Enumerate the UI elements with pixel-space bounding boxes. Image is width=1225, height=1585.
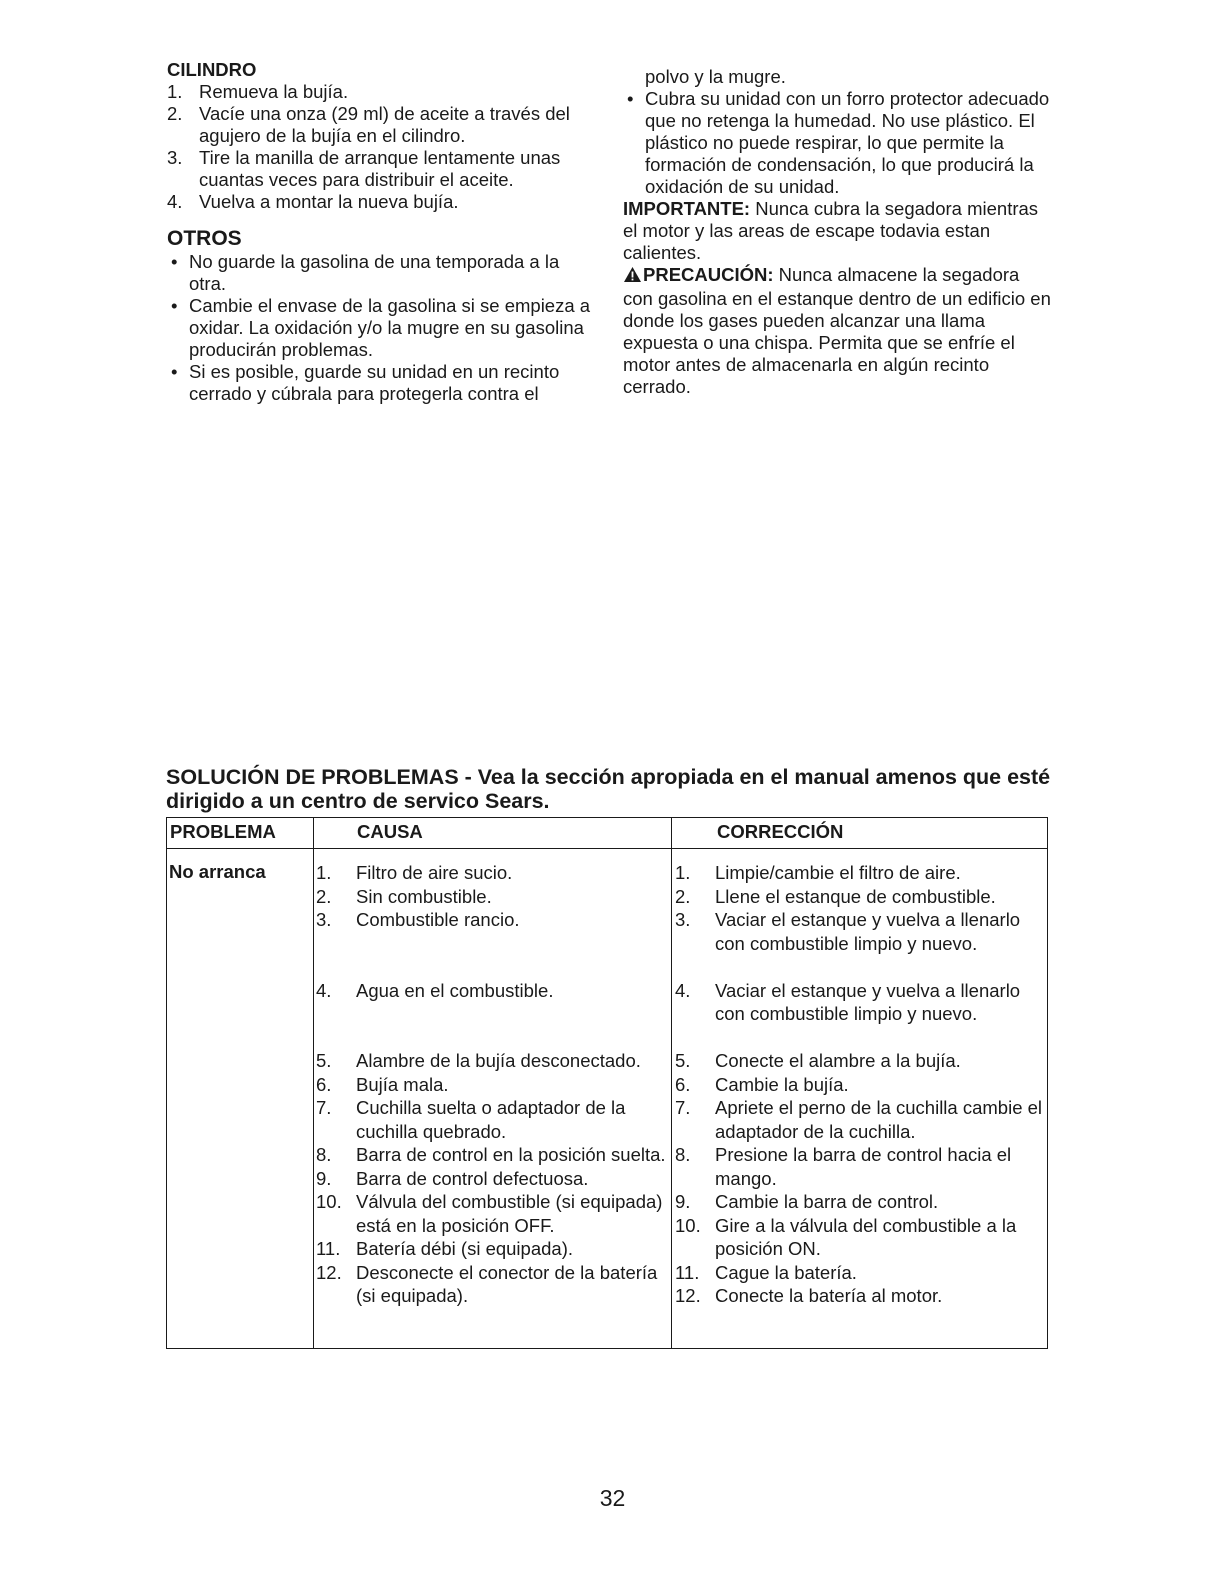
table-row (675, 1261, 1043, 1285)
list-item (167, 103, 597, 147)
item-text: Alambre de la bujía desconectado. (356, 1050, 641, 1071)
item-number: 2. (675, 885, 691, 907)
item-text: Batería débi (si equipada). (356, 1238, 573, 1259)
page-number: 32 (599, 1485, 626, 1511)
cilindro-steps (167, 81, 597, 213)
table-row (316, 1167, 668, 1191)
precaucion-note (623, 264, 1053, 398)
step-text: Vacíe una onza (29 ml) de aceite a través del agujero de la bujía en el cilindro. (199, 103, 570, 146)
header-correction: CORRECCIÓN (717, 821, 844, 842)
item-text: Barra de control en la posición suelta. (356, 1144, 666, 1165)
item-text: Cambie la barra de control. (715, 1191, 939, 1212)
item-text: Filtro de aire sucio. (356, 862, 513, 883)
storage-list (623, 88, 1053, 198)
list-item (167, 147, 597, 191)
item-number: 1. (316, 862, 332, 883)
table-row (316, 1096, 668, 1143)
table-row (675, 1049, 1043, 1073)
list-item: • Cambie el envase de la gasolina si se empieza a oxidar. La oxidación y/o la mugre en su gasolina producirán problemas. (167, 295, 597, 361)
list-item: • Cubra su unidad con un forro protector adecuado que no retenga la humedad. No use plástico. El plástico no puede respirar, lo que permite la formación de condensación, lo que producirá la oxidación de su unidad. (623, 88, 1053, 198)
right-column (623, 66, 1053, 398)
item-text: Combustible rancio. (356, 909, 520, 930)
problem-cell: No arranca (169, 861, 266, 882)
list-item: • Si es posible, guarde su unidad en un recinto cerrado y cúbrala para protegerla contra el (167, 361, 597, 405)
item-number: 5. (675, 1050, 691, 1071)
step-text: Tire la manilla de arranque lentamente unas cuantas veces para distribuir el aceite. (199, 147, 561, 190)
item-text: Presione la barra de control hacia el mango. (715, 1144, 1012, 1189)
item-number: 5. (316, 1050, 332, 1071)
step-number: 2. (167, 103, 183, 124)
item-text: Válvula del combustible (si equipada) está en la posición OFF. (356, 1191, 663, 1236)
importante-text: Nunca cubra la segadora mientras el motor y las areas de escape todavia estan calientes. (623, 198, 1039, 263)
table-row (316, 1143, 668, 1167)
item-number: 1. (675, 862, 691, 883)
table-row (675, 1143, 1043, 1190)
importante-note (623, 198, 1053, 264)
item-text: Vaciar el estanque y vuelva a llenarlo con combustible limpio y nuevo. (715, 909, 1021, 954)
table-row (675, 1284, 1043, 1308)
corrections-list (675, 861, 1043, 1308)
item-number: 3. (675, 909, 691, 930)
item-number: 6. (675, 1073, 691, 1095)
table-row (316, 908, 668, 979)
header-problem: PROBLEMA (170, 821, 276, 842)
item-text: Sin combustible. (356, 885, 492, 907)
table-row (316, 1190, 668, 1237)
step-number: 4. (167, 191, 183, 212)
table-row (675, 1073, 1043, 1097)
step-text: Remueva la bujía. (199, 81, 349, 102)
item-number: 9. (675, 1191, 691, 1212)
item-number: 8. (675, 1144, 691, 1165)
table-row (675, 1190, 1043, 1214)
table-row (316, 885, 668, 909)
table-row (316, 861, 668, 885)
item-text: Apriete el perno de la cuchilla cambie el adaptador de la cuchilla. (715, 1097, 1043, 1142)
otros-heading: OTROS (167, 227, 242, 250)
left-column (167, 59, 597, 405)
step-number: 3. (167, 147, 183, 168)
item-number: 11. (675, 1261, 700, 1283)
item-text: Cuchilla suelta o adaptador de la cuchilla quebrado. (356, 1097, 626, 1142)
item-text: Llene el estanque de combustible. (715, 885, 996, 907)
table-row (316, 1237, 668, 1261)
item-number: 4. (675, 979, 691, 1001)
item-number: 12. (316, 1261, 342, 1283)
table-row (316, 979, 668, 1050)
table-row (316, 1049, 668, 1073)
item-text: Bujía mala. (356, 1073, 449, 1095)
item-number: 3. (316, 909, 332, 930)
item-text: Desconecte el conector de la batería (si equipada). (356, 1261, 658, 1306)
item-text: Agua en el combustible. (356, 979, 554, 1001)
cilindro-heading: CILINDRO (167, 59, 257, 80)
warning-icon (623, 266, 642, 288)
table-row (316, 1073, 668, 1097)
item-text: Conecte la batería al motor. (715, 1285, 943, 1306)
item-number: 7. (675, 1097, 691, 1118)
table-row (675, 979, 1043, 1050)
item-text: Conecte el alambre a la bujía. (715, 1050, 961, 1071)
table-row (675, 1096, 1043, 1143)
item-number: 9. (316, 1167, 332, 1189)
troubleshooting-title: SOLUCIÓN DE PROBLEMAS - Vea la sección apropiada en el manual amenos que esté dirigido a un centro de servico Sears. (166, 765, 1051, 813)
item-text: Vaciar el estanque y vuelva a llenarlo con combustible limpio y nuevo. (715, 979, 1021, 1024)
list-item: • No guarde la gasolina de una temporada a la otra. (167, 251, 597, 295)
item-text: Barra de control defectuosa. (356, 1167, 589, 1189)
continuation-text: polvo y la mugre. (645, 66, 786, 87)
item-text: Limpie/cambie el filtro de aire. (715, 862, 961, 883)
table-row (675, 861, 1043, 885)
item-number: 4. (316, 979, 332, 1001)
item-number: 11. (316, 1238, 341, 1259)
causes-list (316, 861, 668, 1308)
precaucion-label: PRECAUCIÓN: (643, 264, 774, 285)
item-text: Gire a la válvula del combustible a la posición ON. (715, 1214, 1017, 1259)
item-text: Cambie la bujía. (715, 1073, 849, 1095)
table-row (316, 1261, 668, 1308)
list-item (167, 191, 597, 213)
item-number: 8. (316, 1144, 332, 1165)
troubleshooting-table (166, 817, 1048, 1349)
item-number: 10. (675, 1214, 701, 1236)
item-number: 10. (316, 1191, 342, 1212)
column-divider (671, 818, 672, 1348)
item-number: 12. (675, 1285, 701, 1306)
column-divider (313, 818, 314, 1348)
item-number: 6. (316, 1073, 332, 1095)
list-item (167, 81, 597, 103)
importante-label: IMPORTANTE: (623, 198, 751, 219)
item-number: 7. (316, 1097, 332, 1118)
precaucion-text: Nunca almacene la segadora con gasolina en el estanque dentro de un edificio en donde los gases pueden alcanzar una llama expuesta o una chispa. Permita que se enfríe el motor antes de almacenarla en algún recinto cerrado. (623, 264, 1051, 397)
item-text: Cague la batería. (715, 1261, 857, 1283)
table-row (675, 885, 1043, 909)
item-number: 2. (316, 885, 332, 907)
header-cause: CAUSA (357, 821, 423, 842)
table-row (675, 1214, 1043, 1261)
header-divider (167, 848, 1047, 849)
step-number: 1. (167, 81, 183, 102)
otros-list (167, 251, 597, 405)
table-row (675, 908, 1043, 979)
step-text: Vuelva a montar la nueva bujía. (199, 191, 459, 212)
